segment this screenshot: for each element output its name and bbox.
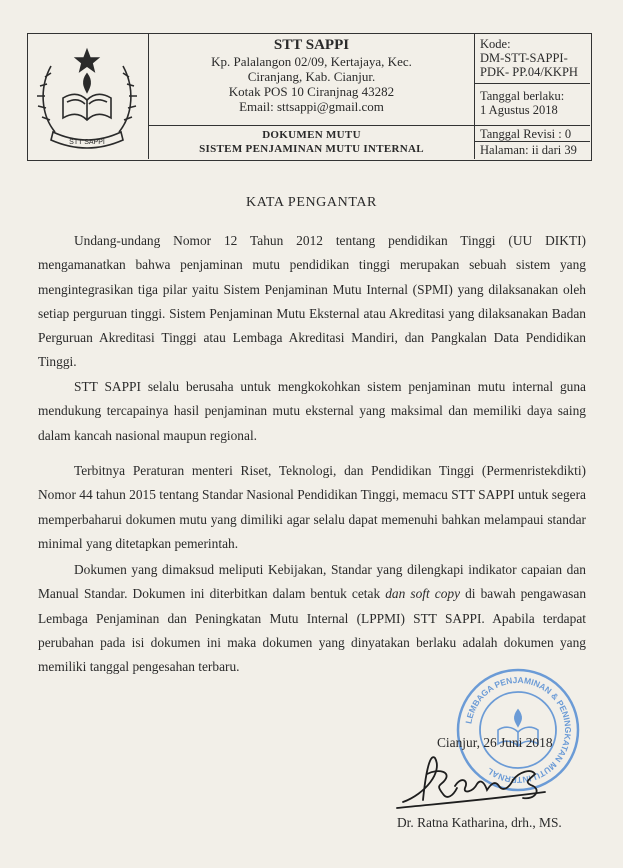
revision-date: Tanggal Revisi : 0 (475, 126, 590, 142)
stamp-text: LEMBAGA PENJAMINAN & PENINGKATAN MUTU INTERNAL (463, 674, 574, 786)
handwritten-signature (395, 750, 560, 812)
paragraph-1: Undang-undang Nomor 12 Tahun 2012 tentang pendidikan Tinggi (UU DIKTI) mengamanatkan bahwa penjaminan mutu pendidikan tinggi merupakan sebuah sistem yang mengintegrasikan tiga pilar yaitu Sistem Penjaminan Mutu Internal (SPMI) yang dilaksanakan oleh setiap perguruan tinggi. Sistem Penjaminan Mutu Eksternal atau Akreditasi yang dilaksanakan Badan Perguruan Akreditasi Tinggi atau Lembaga Akreditasi Mandiri, dan Pangkalan Data Pendidikan Tinggi. (38, 233, 586, 370)
institution-logo (33, 40, 141, 152)
address-line-1: Kp. Palalangon 02/09, Kertajaya, Kec. (211, 54, 412, 69)
logo-cell (28, 34, 149, 159)
doc-type-line-2: SISTEM PENJAMINAN MUTU INTERNAL (199, 143, 424, 155)
paragraph-3: Terbitnya Peraturan menteri Riset, Teknologi, dan Pendidikan Tinggi (Permenristekdikti) Nomor 44 tahun 2015 tentang Standar Nasional Pendidikan Tinggi, memacu STT SAPPI untuk segera memperbaharui dokumen mutu yang dimiliki agar selalu dapat memenuhi bahkan melampaui standar minimal yang ditetapkan pemerintah. (38, 463, 586, 551)
svg-text:STT SAPPI: STT SAPPI (69, 139, 105, 146)
paragraph-2: STT SAPPI selalu berusaha untuk mengkokohkan sistem penjaminan mutu internal guna mendukung tercapainya hasil penjaminan mutu eksternal yang maksimal dan memiliki daya saing dalam kancah nasional maupun regional. (38, 379, 586, 443)
paragraph-4-text-a: Dokumen yang dimaksud meliputi Kebijakan, Standar yang dilengkapi indikator capaian dan Manual Standar. Dokumen ini diterbitkan dalam bentuk cetak (38, 562, 586, 602)
code-block (475, 34, 590, 84)
address-line-3: Kotak POS 10 Ciranjnag 43282 (228, 84, 395, 99)
place-and-date: Cianjur, 26 Juni 2018 (437, 735, 553, 750)
code-line-2: PDK- PP.04/KKPH (480, 65, 578, 79)
paragraph-4-text-b: di bawah pengawasan Lembaga Penjaminan dan Peningkatan Mutu Internal (LPPMI) STT SAPPI. Apabila terdapat perubahan pada isi dokumen ini maka dokumen yang dinyatakan berlaku adalah dokumen yang memiliki tanggal pengesahan terbaru. (38, 586, 587, 675)
code-label: Kode: (480, 37, 511, 51)
page-number: Halaman: ii dari 39 (480, 143, 577, 157)
institution-address (149, 34, 474, 126)
address-line-2: Ciranjang, Kab. Cianjur. (247, 69, 376, 84)
institution-info-cell (149, 34, 475, 159)
doc-type-line-1: DOKUMEN MUTU (262, 129, 361, 141)
document-header (27, 33, 592, 161)
page-title: KATA PENGANTAR (246, 195, 377, 210)
effective-date-block (475, 84, 590, 126)
paragraph-4-italic: dan soft copy (385, 586, 461, 602)
document-meta-cell (475, 34, 590, 159)
paragraph-4 (38, 558, 586, 679)
institution-name: STT SAPPI (273, 37, 350, 53)
code-line-1: DM-STT-SAPPI- (480, 51, 568, 65)
effective-date-label: Tanggal berlaku: (480, 89, 565, 103)
email-line: Email: sttsappi@gmail.com (239, 99, 384, 114)
effective-date-value: 1 Agustus 2018 (480, 103, 558, 117)
document-type (149, 126, 474, 159)
signer-name: Dr. Ratna Katharina, drh., MS. (397, 815, 562, 830)
